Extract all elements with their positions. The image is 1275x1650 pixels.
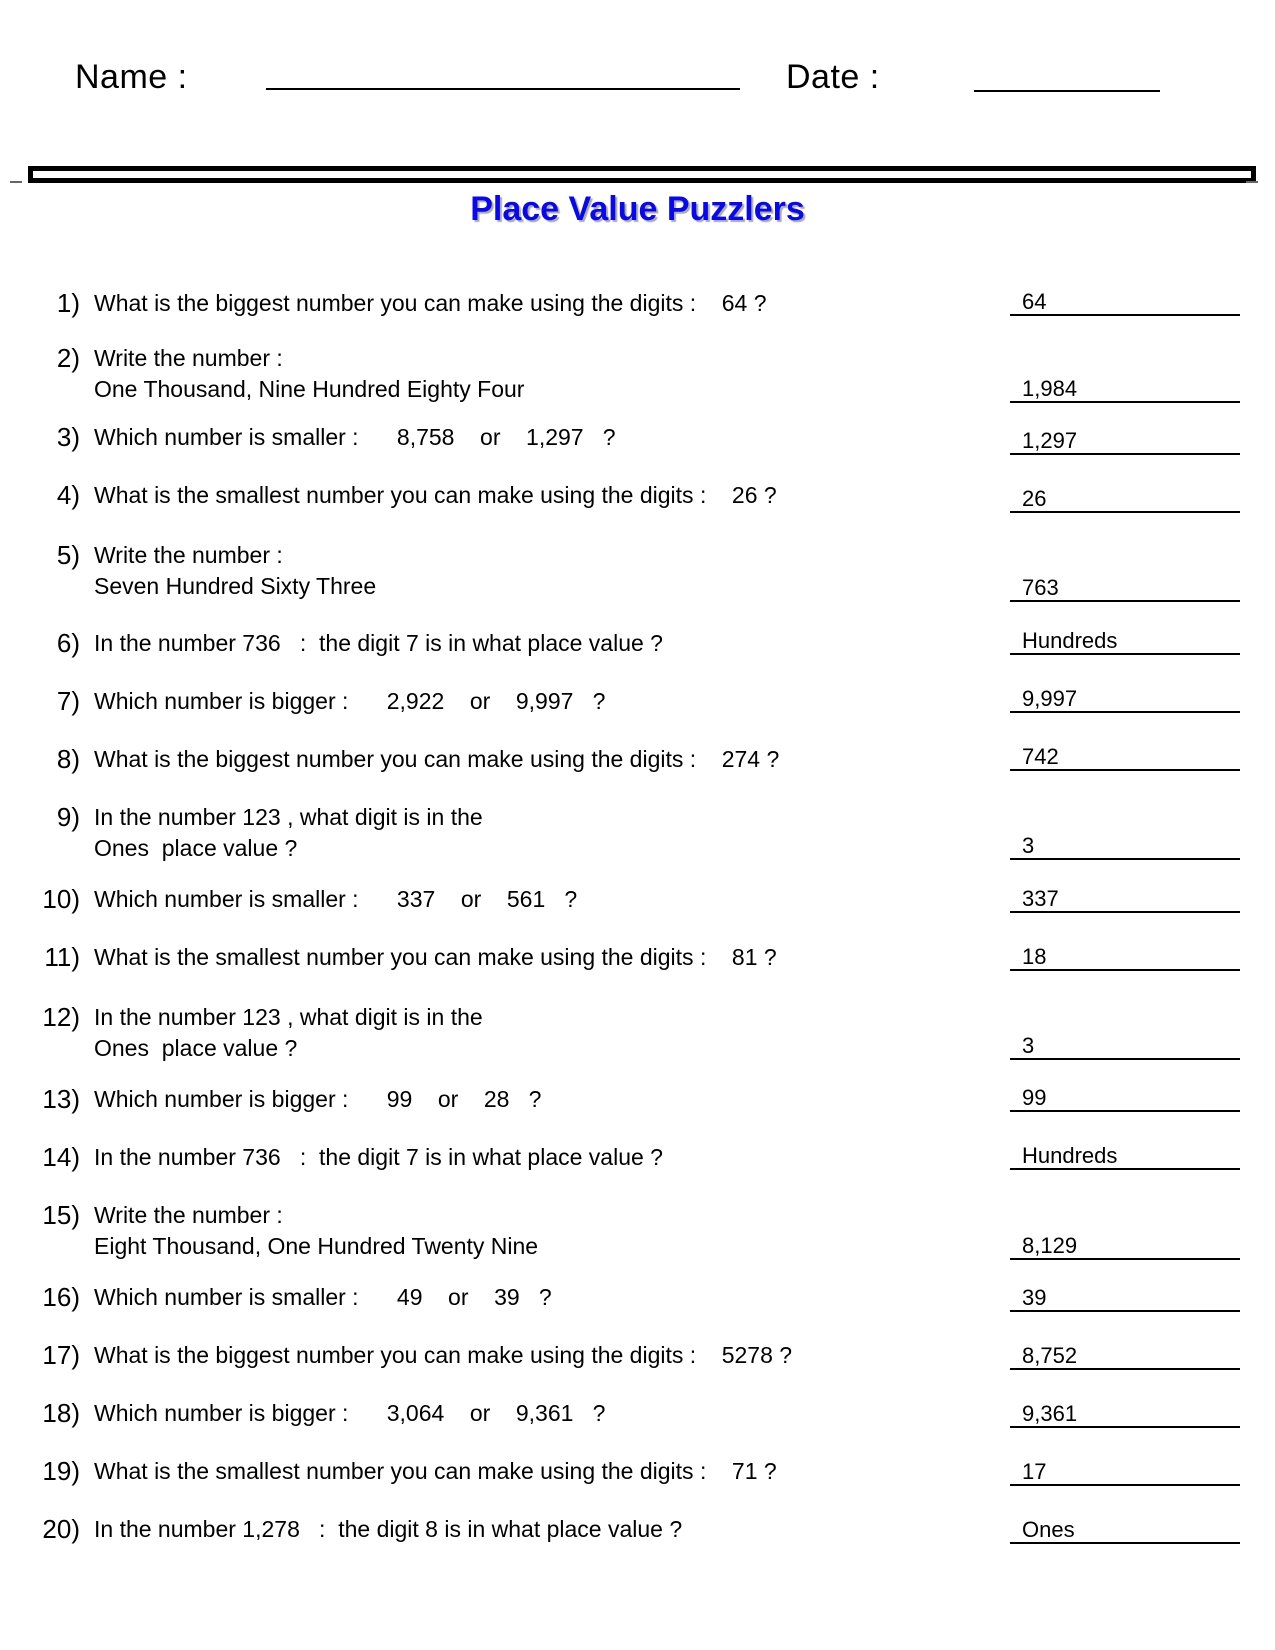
question-number: 2) [56, 343, 80, 373]
question-text: In the number 123 , what digit is in the [94, 804, 483, 830]
answer-2[interactable] [1010, 375, 1240, 403]
question-number: 6) [56, 628, 80, 658]
question-text: Which number is bigger : 99 or 28 ? [94, 1086, 542, 1112]
question-text: Which number is smaller : 49 or 39 ? [94, 1284, 552, 1310]
question-number: 20) [42, 1514, 80, 1544]
answer-value: 99 [1022, 1085, 1047, 1110]
answer-5[interactable] [1010, 574, 1240, 602]
question-number: 9) [56, 802, 80, 832]
question-text: What is the biggest number you can make using the digits : 64 ? [94, 290, 767, 316]
divider-tick-left [10, 181, 22, 183]
question-number: 12) [42, 1002, 80, 1032]
name-field-line[interactable] [266, 88, 740, 90]
question-text: Write the number : [94, 1202, 283, 1228]
answer-value: 337 [1022, 886, 1059, 911]
answer-19[interactable] [1010, 1458, 1240, 1486]
question-text: What is the biggest number you can make using the digits : 274 ? [94, 746, 780, 772]
question-text-line-2: One Thousand, Nine Hundred Eighty Four [94, 376, 525, 402]
answer-9[interactable] [1010, 832, 1240, 860]
answer-7[interactable] [1010, 685, 1240, 713]
answer-4[interactable] [1010, 485, 1240, 513]
question-text: What is the smallest number you can make using the digits : 81 ? [94, 944, 777, 970]
question-number: 5) [56, 540, 80, 570]
answer-value: 1,984 [1022, 376, 1078, 401]
answer-12[interactable] [1010, 1032, 1240, 1060]
question-text-line-2: Ones place value ? [94, 835, 298, 861]
answer-13[interactable] [1010, 1084, 1240, 1112]
question-number: 10) [42, 884, 80, 914]
question-text: In the number 1,278 : the digit 8 is in what place value ? [94, 1516, 683, 1542]
question-number: 16) [42, 1282, 80, 1312]
question-text: Which number is smaller : 8,758 or 1,297 ? [94, 424, 616, 450]
answer-3[interactable] [1010, 427, 1240, 455]
answer-15[interactable] [1010, 1232, 1240, 1260]
question-number: 8) [56, 744, 80, 774]
answer-10[interactable] [1010, 885, 1240, 913]
answer-value: 8,129 [1022, 1233, 1078, 1258]
answer-value: 17 [1022, 1459, 1047, 1484]
question-number: 7) [56, 686, 80, 716]
answer-18[interactable] [1010, 1400, 1240, 1428]
answer-value: 1,297 [1022, 428, 1078, 453]
worksheet-title: Place Value Puzzlers [470, 190, 805, 228]
answer-1[interactable] [1010, 288, 1240, 316]
answer-14[interactable] [1010, 1142, 1240, 1170]
question-number: 13) [42, 1084, 80, 1114]
question-text: What is the smallest number you can make using the digits : 26 ? [94, 482, 777, 508]
answer-value: Hundreds [1022, 628, 1118, 653]
answer-value: 742 [1022, 744, 1059, 769]
answer-16[interactable] [1010, 1284, 1240, 1312]
answer-value: 39 [1022, 1285, 1047, 1310]
date-label: Date : [786, 58, 880, 96]
question-number: 18) [42, 1398, 80, 1428]
header-divider [28, 166, 1256, 183]
question-text: Write the number : [94, 345, 283, 371]
question-text: Which number is bigger : 3,064 or 9,361 ? [94, 1400, 606, 1426]
question-text: Which number is bigger : 2,922 or 9,997 ? [94, 688, 606, 714]
question-text: In the number 123 , what digit is in the [94, 1004, 483, 1030]
question-text: In the number 736 : the digit 7 is in what place value ? [94, 1144, 663, 1170]
question-text: Write the number : [94, 542, 283, 568]
answer-value: Hundreds [1022, 1143, 1118, 1168]
question-number: 1) [56, 288, 80, 318]
question-number: 14) [42, 1142, 80, 1172]
question-number: 17) [42, 1340, 80, 1370]
question-text: What is the biggest number you can make using the digits : 5278 ? [94, 1342, 793, 1368]
answer-value: 64 [1022, 289, 1047, 314]
answer-value: 3 [1022, 1033, 1035, 1058]
question-text-line-2: Eight Thousand, One Hundred Twenty Nine [94, 1233, 539, 1259]
question-text: What is the smallest number you can make using the digits : 71 ? [94, 1458, 777, 1484]
answer-20[interactable] [1010, 1516, 1240, 1544]
question-text: Which number is smaller : 337 or 561 ? [94, 886, 578, 912]
answer-value: 9,997 [1022, 686, 1078, 711]
answer-value: 763 [1022, 575, 1059, 600]
answer-value: Ones [1022, 1517, 1075, 1542]
question-text-line-2: Seven Hundred Sixty Three [94, 573, 377, 599]
question-number: 11) [44, 942, 80, 972]
question-number: 19) [42, 1456, 80, 1486]
answer-8[interactable] [1010, 743, 1240, 771]
answer-11[interactable] [1010, 943, 1240, 971]
question-number: 15) [42, 1200, 80, 1230]
answer-value: 9,361 [1022, 1401, 1078, 1426]
date-field-line[interactable] [974, 90, 1160, 92]
question-number: 4) [56, 480, 80, 510]
answer-17[interactable] [1010, 1342, 1240, 1370]
answer-value: 3 [1022, 833, 1035, 858]
question-text: In the number 736 : the digit 7 is in what place value ? [94, 630, 663, 656]
question-text-line-2: Ones place value ? [94, 1035, 298, 1061]
question-number: 3) [56, 422, 80, 452]
answer-6[interactable] [1010, 627, 1240, 655]
answer-value: 18 [1022, 944, 1047, 969]
name-label: Name : [75, 58, 188, 96]
answer-value: 8,752 [1022, 1343, 1078, 1368]
divider-tick-right [1246, 181, 1258, 183]
answer-value: 26 [1022, 486, 1047, 511]
